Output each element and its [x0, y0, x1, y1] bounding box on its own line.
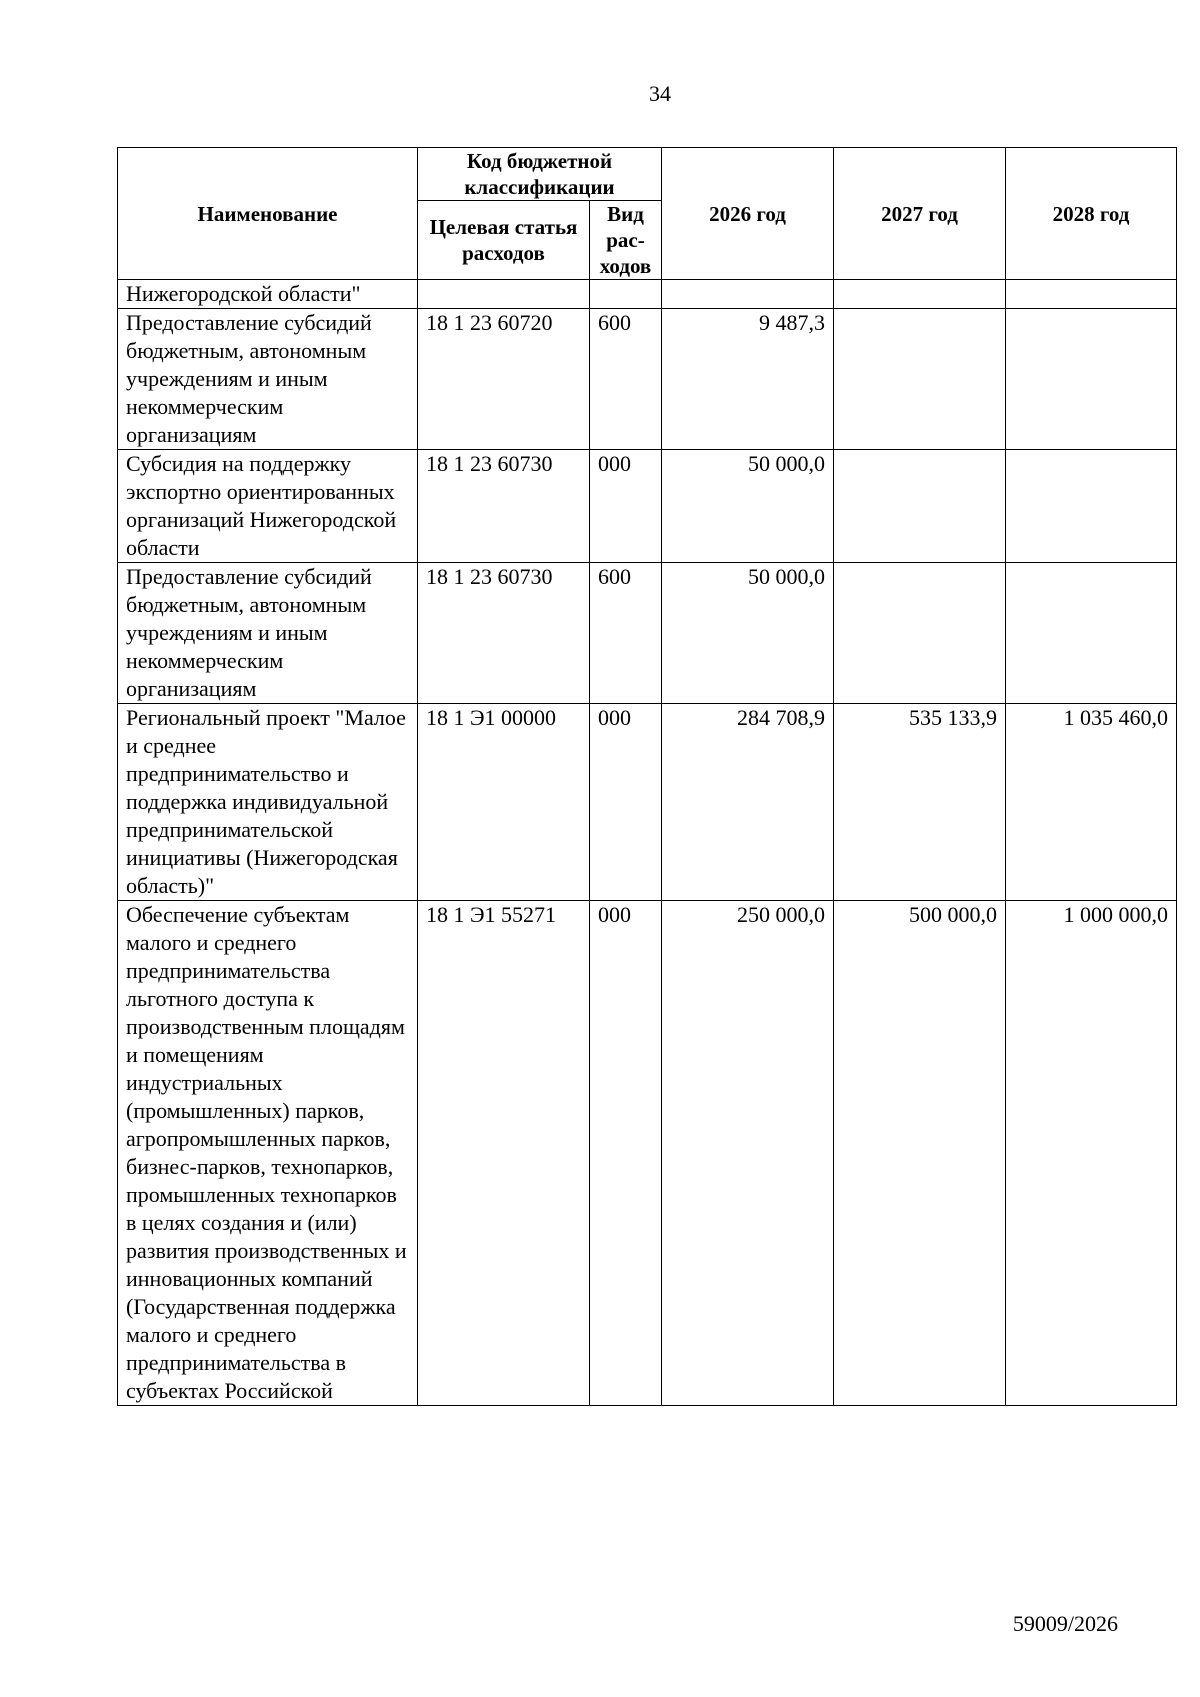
row-amount-2028 [1006, 309, 1177, 450]
table-row [118, 901, 1177, 1406]
row-name: Субсидия на поддержку экспортно ориентированных организаций Нижегородской области [118, 450, 418, 563]
row-name: Предоставление субсидий бюджетным, автономным учреждениям и иным некоммерческим организациям [118, 563, 418, 704]
row-target-article: 18 1 23 60730 [418, 450, 590, 563]
row-amount-2027 [834, 450, 1006, 563]
header-2026: 2026 год [662, 148, 834, 280]
row-amount-2026: 284 708,9 [662, 704, 834, 901]
row-amount-2027 [834, 309, 1006, 450]
table-row [118, 563, 1177, 704]
table-row [118, 704, 1177, 901]
row-amount-2028 [1006, 450, 1177, 563]
row-vid: 600 [590, 309, 662, 450]
row-amount-2026 [662, 280, 834, 309]
header-2027: 2027 год [834, 148, 1006, 280]
table-row [118, 450, 1177, 563]
row-name: Нижегородской области" [118, 280, 418, 309]
budget-table [117, 147, 1177, 1406]
header-2028: 2028 год [1006, 148, 1177, 280]
header-code-group: Код бюджетной классификации [418, 148, 662, 201]
row-vid: 600 [590, 563, 662, 704]
row-name: Предоставление субсидий бюджетным, автономным учреждениям и иным некоммерческим организациям [118, 309, 418, 450]
row-vid: 000 [590, 450, 662, 563]
row-target-article: 18 1 Э1 00000 [418, 704, 590, 901]
row-amount-2028: 1 035 460,0 [1006, 704, 1177, 901]
row-amount-2028 [1006, 280, 1177, 309]
row-target-article [418, 280, 590, 309]
table-row [118, 309, 1177, 450]
row-vid: 000 [590, 704, 662, 901]
header-target-article: Целевая статья расходов [418, 201, 590, 280]
row-amount-2026: 9 487,3 [662, 309, 834, 450]
row-amount-2027: 500 000,0 [834, 901, 1006, 1406]
header-name: Наименование [118, 148, 418, 280]
header-vid: Вид рас-ходов [590, 201, 662, 280]
row-amount-2026: 250 000,0 [662, 901, 834, 1406]
row-amount-2027: 535 133,9 [834, 704, 1006, 901]
row-vid: 000 [590, 901, 662, 1406]
table-row [118, 280, 1177, 309]
row-name: Обеспечение субъектам малого и среднего предпринимательства льготного доступа к производственным площадям и помещениям индустриальных (промышленных) парков, агропромышленных парков, бизнес-парков, технопарков, промышленных технопарков в целях создания и (или) развития производственных и инновационных компаний (Государственная поддержка малого и среднего предпринимательства в субъектах Российской [118, 901, 418, 1406]
row-vid [590, 280, 662, 309]
row-amount-2026: 50 000,0 [662, 450, 834, 563]
row-target-article: 18 1 Э1 55271 [418, 901, 590, 1406]
row-amount-2026: 50 000,0 [662, 563, 834, 704]
row-amount-2028: 1 000 000,0 [1006, 901, 1177, 1406]
row-name: Региональный проект "Малое и среднее предпринимательство и поддержка индивидуальной предпринимательской инициативы (Нижегородская область)" [118, 704, 418, 901]
page-number: 34 [649, 81, 671, 106]
document-number: 59009/2026 [1012, 1611, 1118, 1636]
row-amount-2028 [1006, 563, 1177, 704]
row-amount-2027 [834, 280, 1006, 309]
row-target-article: 18 1 23 60730 [418, 563, 590, 704]
row-amount-2027 [834, 563, 1006, 704]
row-target-article: 18 1 23 60720 [418, 309, 590, 450]
